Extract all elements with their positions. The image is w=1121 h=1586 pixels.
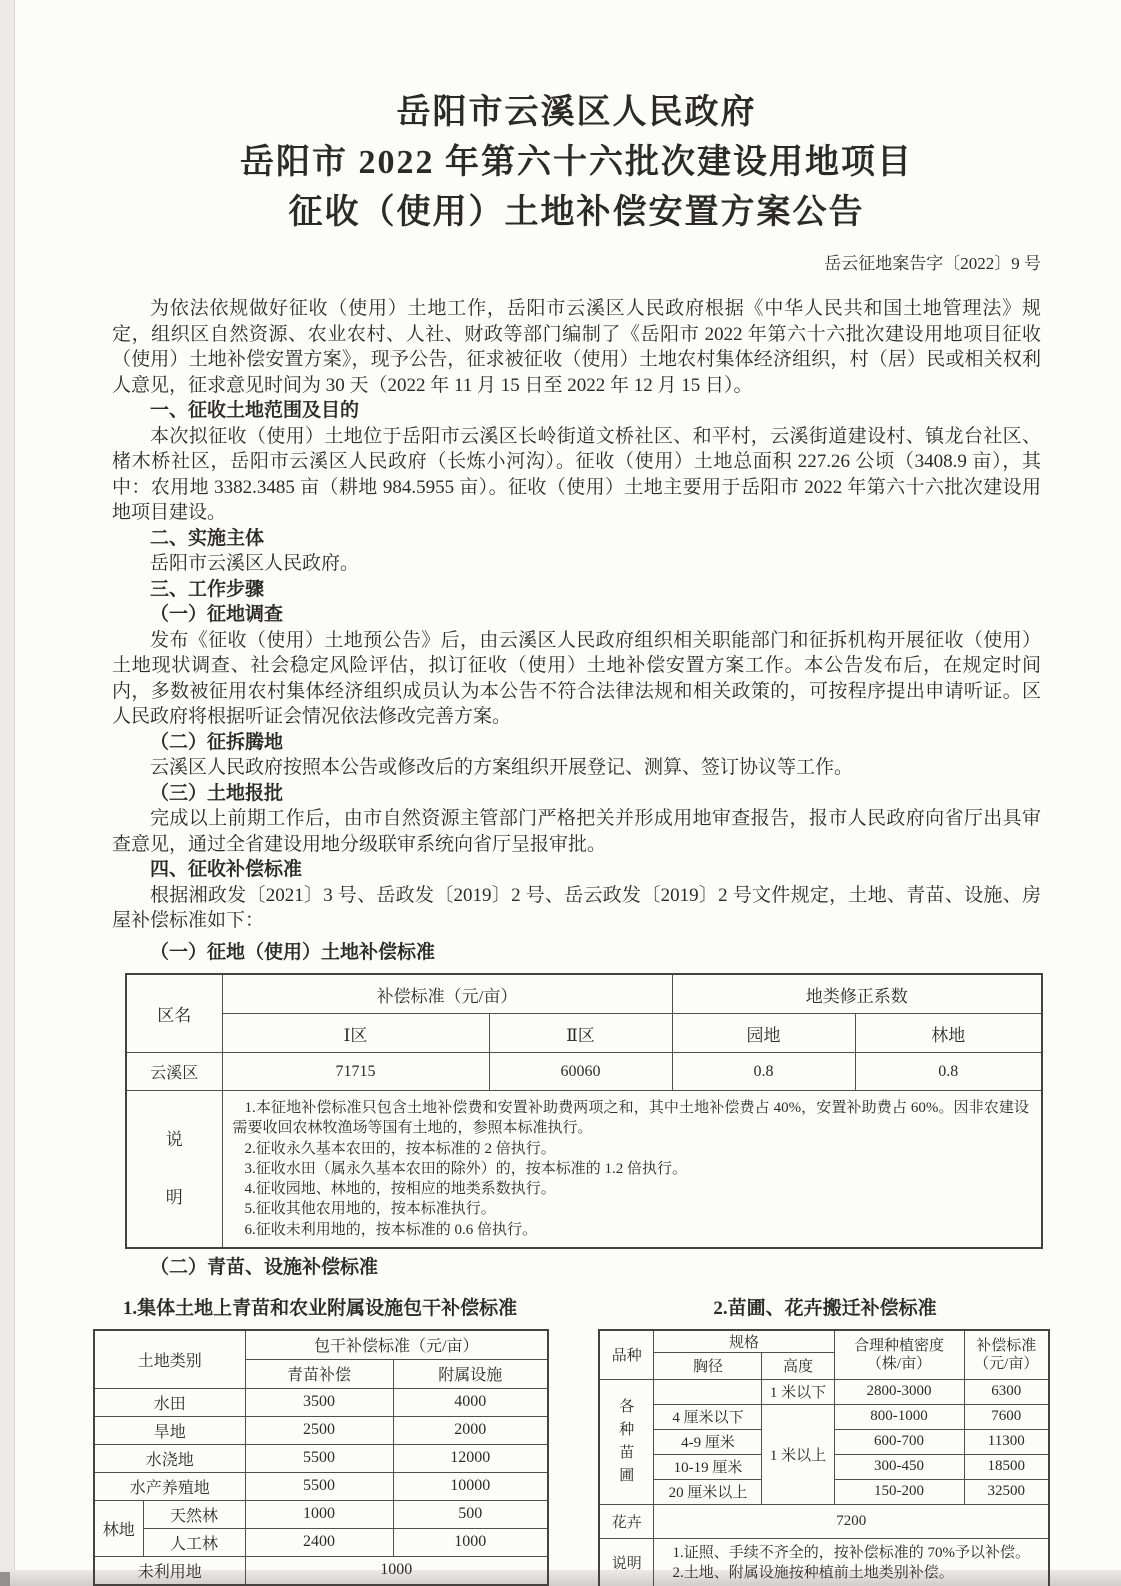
note-line: 4.征收园地、林地的，按相应的地类系数执行。 bbox=[244, 1181, 556, 1198]
flower-label-cell: 花卉 bbox=[599, 1504, 654, 1538]
nursery-group-cell bbox=[599, 1379, 654, 1504]
zone2-value-cell: 60060 bbox=[489, 1053, 672, 1091]
crops-section-heading: （二）青苗、设施补偿标准 bbox=[150, 1257, 379, 1279]
group-char: 种 bbox=[619, 1421, 635, 1438]
table-row bbox=[94, 1444, 548, 1472]
crop-table-title: 1.集体土地上青苗和农业附属设施包干补偿标准 bbox=[122, 1297, 518, 1319]
category-cell: 人工林 bbox=[143, 1528, 245, 1556]
notes-content-cell bbox=[222, 1091, 1042, 1249]
dbh-header-cell: 胸径 bbox=[654, 1352, 762, 1379]
facility-value-cell: 2000 bbox=[393, 1416, 548, 1444]
seedling-value-cell: 5500 bbox=[245, 1472, 393, 1500]
intro-paragraph: 为依法依规做好征收（使用）土地工作，岳阳市云溪区人民政府根据《中华人民共和国土地管理法》规定，组织区自然资源、农业农村、人社、财政等部门编制了《岳阳市 2022 年第六十六批次建设用地项目征收（使用）土地补偿安置方案》，现予公告，征求被征收（使用）土地农村集体经济组织，村（居）民或相关权利人意见，征求意见时间为 30 天（2022 年 11 月 15 日至 2022 年 12 月 15 日）。 bbox=[112, 298, 1041, 396]
note-line: 5.征收其他农用地的，按本标准执行。 bbox=[244, 1201, 496, 1218]
standard-header-cell bbox=[964, 1330, 1049, 1380]
compensation-group-header-cell: 补偿标准（元/亩） bbox=[222, 974, 672, 1014]
lump-sum-group-header-cell: 包干补偿标准（元/亩） bbox=[245, 1330, 548, 1360]
table-row bbox=[599, 1504, 1049, 1538]
table-row bbox=[94, 1500, 548, 1528]
density-cell: 800-1000 bbox=[834, 1404, 964, 1429]
orchard-header-cell: 园地 bbox=[672, 1014, 855, 1053]
dbh-cell: 10-19 厘米 bbox=[654, 1454, 762, 1479]
table-row bbox=[126, 1053, 1042, 1091]
density-cell: 150-200 bbox=[834, 1479, 964, 1504]
table-row bbox=[94, 1556, 548, 1585]
section2-paragraph: 岳阳市云溪区人民政府。 bbox=[150, 553, 360, 574]
merged-value-cell: 1000 bbox=[245, 1556, 548, 1585]
seedling-value-cell: 3500 bbox=[245, 1388, 393, 1416]
region-header-cell: 区名 bbox=[126, 974, 222, 1053]
section1-heading: 一、征收土地范围及目的 bbox=[150, 400, 360, 421]
section3-sub2-heading: （二）征拆腾地 bbox=[150, 731, 284, 753]
dbh-cell bbox=[654, 1379, 762, 1404]
table-notes-row bbox=[126, 1091, 1042, 1249]
density-header-line: 合理种植密度 bbox=[853, 1337, 944, 1354]
forest-group-cell: 林地 bbox=[94, 1500, 143, 1556]
title-line-2: 岳阳市 2022 年第六十六批次建设用地项目 bbox=[240, 144, 913, 181]
notes-content-cell bbox=[654, 1538, 1049, 1586]
table-row bbox=[94, 1528, 548, 1556]
standard-cell: 7600 bbox=[964, 1404, 1049, 1429]
height-cell: 1 米以下 bbox=[762, 1379, 834, 1404]
table-row bbox=[94, 1388, 548, 1416]
facility-value-cell: 4000 bbox=[393, 1388, 548, 1416]
facility-value-cell: 500 bbox=[393, 1500, 548, 1528]
section3-sub1-paragraph: 发布《征收（使用）土地预公告》后，由云溪区人民政府组织相关职能部门和征拆机构开展征收（使用）土地现状调查、社会稳定风险评估，拟订征收（使用）土地补偿安置方案工作。本公告发布后，在规定时间内，多数被征用农村集体经济组织成员认为本公告不符合法律法规和相关政策的，可按程序提出申请听证。区人民政府将根据听证会情况依法修改完善方案。 bbox=[112, 629, 1041, 727]
density-cell: 300-450 bbox=[834, 1454, 964, 1479]
density-cell: 600-700 bbox=[834, 1429, 964, 1454]
category-cell: 水田 bbox=[94, 1388, 245, 1416]
note-line: 2.土地、附属设施按种植前土地类别补偿。 bbox=[672, 1564, 954, 1581]
table-notes-row bbox=[599, 1538, 1049, 1586]
orchard-value-cell: 0.8 bbox=[672, 1053, 855, 1091]
height-cell: 1 米以上 bbox=[762, 1404, 834, 1504]
scan-corner-artifact bbox=[0, 1572, 10, 1586]
category-cell: 未利用地 bbox=[94, 1556, 245, 1585]
land-category-header-cell: 土地类别 bbox=[94, 1330, 245, 1389]
flower-value-cell: 7200 bbox=[654, 1504, 1049, 1538]
table-row bbox=[94, 1416, 548, 1444]
density-header-cell bbox=[834, 1330, 964, 1380]
facility-header-cell: 附属设施 bbox=[393, 1359, 548, 1388]
standard-header-line: 补偿标准 bbox=[976, 1337, 1037, 1354]
zone1-value-cell: 71715 bbox=[222, 1053, 489, 1091]
table-subheader-row bbox=[126, 1014, 1042, 1053]
nursery-table-title: 2.苗圃、花卉搬迁补偿标准 bbox=[713, 1297, 937, 1319]
facility-value-cell: 1000 bbox=[393, 1528, 548, 1556]
category-cell: 旱地 bbox=[94, 1416, 245, 1444]
seedling-value-cell: 2500 bbox=[245, 1416, 393, 1444]
seedling-value-cell: 2400 bbox=[245, 1528, 393, 1556]
coefficient-group-header-cell: 地类修正系数 bbox=[672, 974, 1042, 1014]
table-row bbox=[599, 1379, 1049, 1404]
notes-label-cell: 说明 bbox=[599, 1538, 654, 1586]
table-row bbox=[94, 1472, 548, 1500]
dbh-cell: 4-9 厘米 bbox=[654, 1429, 762, 1454]
dbh-cell: 4 厘米以下 bbox=[654, 1404, 762, 1429]
table-header-row bbox=[126, 974, 1042, 1014]
document-content bbox=[102, 88, 1041, 1586]
standard-cell: 11300 bbox=[964, 1429, 1049, 1454]
group-char: 圃 bbox=[619, 1467, 635, 1484]
region-cell: 云溪区 bbox=[126, 1053, 222, 1091]
section2-heading: 二、实施主体 bbox=[150, 527, 265, 549]
section3-sub3-heading: （三）土地报批 bbox=[150, 782, 284, 804]
subtables-row bbox=[93, 1329, 1050, 1586]
standard-cell: 18500 bbox=[964, 1454, 1049, 1479]
group-char: 各 bbox=[619, 1398, 635, 1415]
section4-paragraph: 根据湘政发〔2021〕3 号、岳政发〔2019〕2 号、岳云政发〔2019〕2 号文件规定，土地、青苗、设施、房屋补偿标准如下： bbox=[112, 884, 1041, 931]
section3-sub3-paragraph: 完成以上前期工作后，由市自然资源主管部门严格把关并形成用地审查报告，报市人民政府向省厅出具审查意见，通过全省建设用地分级联审系统向省厅呈报审批。 bbox=[112, 808, 1041, 855]
species-header-cell: 品种 bbox=[599, 1330, 654, 1380]
forest-value-cell: 0.8 bbox=[855, 1053, 1042, 1091]
section3-heading: 三、工作步骤 bbox=[150, 578, 265, 600]
spec-group-header-cell: 规格 bbox=[654, 1330, 834, 1353]
document-title bbox=[112, 88, 1041, 238]
seedling-header-cell: 青苗补偿 bbox=[245, 1359, 393, 1388]
table-header-row bbox=[599, 1330, 1049, 1353]
title-line-1: 岳阳市云溪区人民政府 bbox=[396, 94, 757, 131]
section3-sub2-paragraph: 云溪区人民政府按照本公告或修改后的方案组织开展登记、测算、签订协议等工作。 bbox=[150, 757, 854, 778]
note-line: 6.征收未利用地的，按本标准的 0.6 倍执行。 bbox=[244, 1221, 538, 1238]
notes-label-cell bbox=[126, 1091, 222, 1249]
category-cell: 水浇地 bbox=[94, 1444, 245, 1472]
density-cell: 2800-3000 bbox=[834, 1379, 964, 1404]
note-line: 1.证照、手续不齐全的，按补偿标准的 70%予以补偿。 bbox=[672, 1544, 1030, 1561]
doc-reference-number: 岳云征地案告字〔2022〕9 号 bbox=[824, 254, 1041, 273]
subtable-titles-row bbox=[93, 1293, 1050, 1320]
section4-heading: 四、征收补偿标准 bbox=[150, 859, 303, 880]
group-char: 苗 bbox=[619, 1444, 635, 1461]
section1-paragraph: 本次拟征收（使用）土地位于岳阳市云溪区长岭街道文桥社区、和平村，云溪街道建设村、镇龙台社区、楮木桥社区，岳阳市云溪区人民政府（长炼小河沟）。征收（使用）土地总面积 227.26 公顷（3408.9 亩），其中：农用地 3382.3485 亩（耕地 984.5955 亩）。征收（使用）土地主要用于岳阳市 2022 年第六十六批次建设用地项目建设。 bbox=[112, 425, 1041, 523]
zone1-header-cell: Ⅰ区 bbox=[222, 1014, 489, 1053]
note-line: 3.征收水田（属永久基本农田的除外）的，按本标准的 1.2 倍执行。 bbox=[244, 1160, 688, 1177]
nursery-flower-table bbox=[598, 1329, 1050, 1586]
seedling-value-cell: 1000 bbox=[245, 1500, 393, 1528]
facility-value-cell: 12000 bbox=[393, 1444, 548, 1472]
category-cell: 水产养殖地 bbox=[94, 1472, 245, 1500]
category-cell: 天然林 bbox=[143, 1500, 245, 1528]
table-row bbox=[599, 1404, 1049, 1429]
note-line: 2.征收永久基本农田的，按本标准的 2 倍执行。 bbox=[244, 1140, 556, 1157]
title-line-3: 征收（使用）土地补偿安置方案公告 bbox=[288, 194, 865, 231]
notes-label-gap bbox=[127, 1151, 222, 1187]
note-line: 1.本征地补偿标准只包含土地补偿费和安置补助费两项之和，其中土地补偿费占 40%，安置补助费占 60%。因非农建设需要收回农林牧渔场等国有土地的，参照本标准执行。 bbox=[232, 1100, 1030, 1137]
forest-header-cell: 林地 bbox=[855, 1014, 1042, 1053]
facility-value-cell: 10000 bbox=[393, 1472, 548, 1500]
standard-cell: 6300 bbox=[964, 1379, 1049, 1404]
notes-label-char: 说 bbox=[165, 1130, 183, 1150]
notes-label-char: 明 bbox=[165, 1188, 183, 1208]
crop-facility-table bbox=[93, 1329, 549, 1586]
zone2-header-cell: Ⅱ区 bbox=[489, 1014, 672, 1053]
standard-header-line: （元/亩） bbox=[974, 1355, 1039, 1372]
land-compensation-table bbox=[125, 973, 1043, 1249]
scan-left-edge bbox=[0, 0, 15, 1586]
height-header-cell: 高度 bbox=[762, 1352, 834, 1379]
section3-sub1-heading: （一）征地调查 bbox=[150, 604, 284, 625]
seedling-value-cell: 5500 bbox=[245, 1444, 393, 1472]
standard-cell: 32500 bbox=[964, 1479, 1049, 1504]
density-header-line: （株/亩） bbox=[866, 1355, 932, 1372]
table-header-row bbox=[94, 1330, 548, 1360]
dbh-cell: 20 厘米以上 bbox=[654, 1479, 762, 1504]
land-table-heading: （一）征地（使用）土地补偿标准 bbox=[150, 941, 436, 963]
